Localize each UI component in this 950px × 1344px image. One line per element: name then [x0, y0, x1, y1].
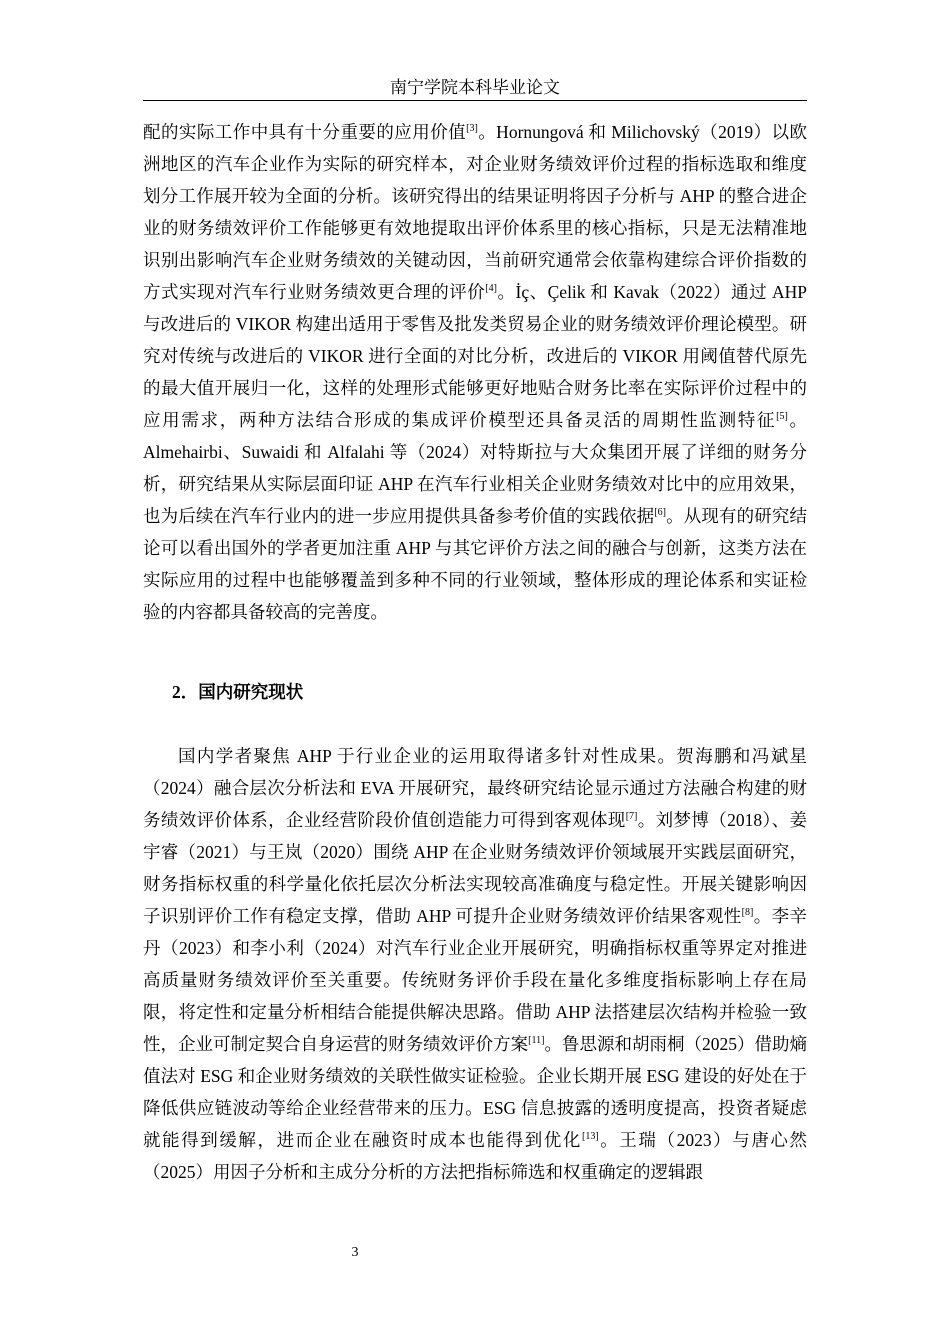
- text-run: 。Hornungová 和 Milichovský（2019）以欧洲地区的汽车企业作为实际的研究样本，对企业财务绩效评价过程的指标选取和维度划分工作展开较为全面的分析。该研究得出的结果证明将因子分析与 AHP 的整合进企业的财务绩效评价工作能够更有效地提取出评价体系里的核心指标，只是无法精准地识别出影响汽车企业财务绩效的关键动因，当前研究通常会依靠构建综合评价指数的方式实现对汽车行业财务绩效更合理的评价: [143, 122, 807, 302]
- text-run: 。从现有的研究结论可以看出国外的学者更加注重 AHP 与其它评价方法之间的融合与创新，这类方法在实际应用的过程中也能够覆盖到多种不同的行业领域，整体形成的理论体系和实证检验的内容都具备较高的完善度。: [143, 506, 808, 622]
- citation-ref: [11]: [528, 1035, 545, 1047]
- text-run: 。鲁思源和胡雨桐（2025）借助熵值法对 ESG 和企业财务绩效的关联性做实证检验。企业长期开展 ESG 建设的好处在于降低供应链波动等给企业经营带来的压力。ESG 信息披露的透明度提高，投资者疑虑就能得到缓解，进而企业在融资时成本也能得到优化: [143, 1034, 808, 1150]
- header-divider: [143, 100, 807, 101]
- citation-ref: [7]: [625, 811, 638, 823]
- page-number: 3: [351, 1245, 359, 1260]
- citation-ref: [5]: [776, 411, 788, 423]
- section-heading-domestic-research: 2．国内研究现状: [172, 682, 304, 702]
- text-run: 。刘梦博（2018）、姜宇睿（2021）与王岚（2020）围绕 AHP 在企业财务绩效评价领域展开实践层面研究，财务指标权重的科学量化依托层次分析法实现较高准确度与稳定性。开展关键影响因子识别评价工作有稳定支撑，借助 AHP 可提升企业财务绩效评价结果客观性: [143, 810, 808, 926]
- citation-ref: [3]: [466, 123, 478, 135]
- text-run: 国内学者聚焦 AHP 于行业企业的运用取得诸多针对性成果。贺海鹏和冯斌星（2024）融合层次分析法和 EVA 开展研究，最终研究结论显示通过方法融合构建的财务绩效评价体系，企业经营阶段价值创造能力可得到客观体现: [143, 746, 807, 830]
- citation-ref: [8]: [741, 907, 754, 919]
- citation-ref: [13]: [581, 1131, 599, 1143]
- text-run: 。李辛丹（2023）和李小利（2024）对汽车行业企业开展研究，明确指标权重等界定对推进高质量财务绩效评价至关重要。传统财务评价手段在量化多维度指标影响上存在局限，将定性和定量分析相结合能提供解决思路。借助 AHP 法搭建层次结构并检验一致性，企业可制定契合自身运营的财务绩效评价方案: [143, 906, 807, 1054]
- text-run: 。王瑞（2023）与唐心然（2025）用因子分析和主成分分析的方法把指标筛选和权重确定的逻辑跟: [143, 1130, 808, 1182]
- body-paragraph-domestic-research: [143, 740, 807, 1188]
- citation-ref: [6]: [654, 507, 666, 519]
- page-header-title: 南宁学院本科毕业论文: [390, 78, 560, 97]
- text-run: 。İç、Çelik 和 Kavak（2022）通过 AHP 与改进后的 VIKOR 构建出适用于零售及批发类贸易企业的财务绩效评价理论模型。研究对传统与改进后的 VIKOR 进行全面的对比分析，改进后的 VIKOR 用阈值替代原先的最大值开展归一化，这样的处理形式能够更好地贴合财务比率在实际评价过程中的应用需求，两种方法结合形成的集成评价模型还具备灵活的周期性监测特征: [143, 282, 807, 430]
- text-run: 。Almehairbi、Suwaidi 和 Alfalahi 等（2024）对特斯拉与大众集团开展了详细的财务分析，研究结果从实际层面印证 AHP 在汽车行业相关企业财务绩效对比中的应用效果，也为后续在汽车行业内的进一步应用提供具备参考价值的实践依据: [143, 410, 807, 526]
- text-run: 配的实际工作中具有十分重要的应用价值: [143, 122, 467, 142]
- citation-ref: [4]: [485, 283, 497, 295]
- body-paragraph-foreign-research: [143, 116, 807, 628]
